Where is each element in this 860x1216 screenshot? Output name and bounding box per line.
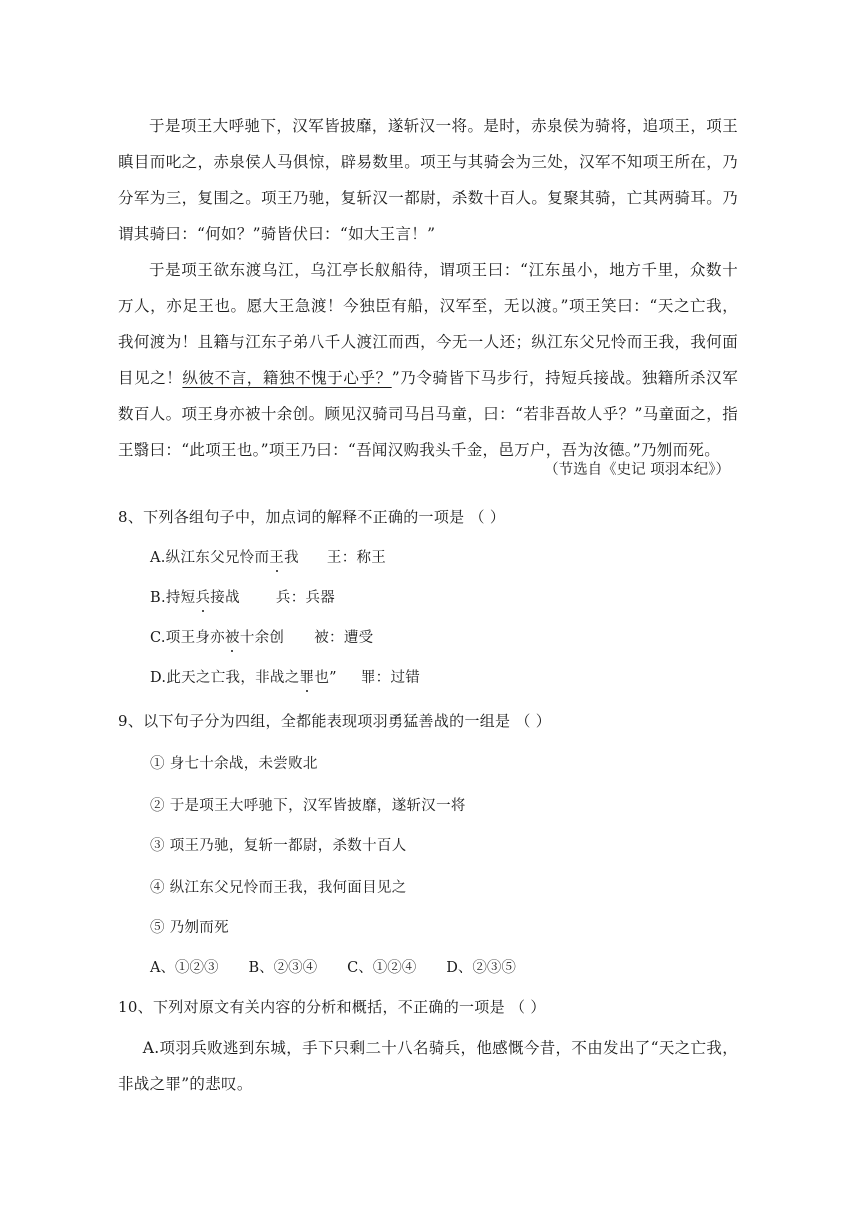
gloss: 王：称王	[326, 550, 387, 566]
passage-paragraph-1: 于是项王大呼驰下，汉军皆披靡，遂斩汉一将。是时，赤泉侯为骑将，追项王，项王瞋目而叱之，赤泉侯人马俱惊，辟易数里。项王与其骑会为三处，汉军不知项王所在，乃分军为三，复围之。项王乃驰，复斩汉一都尉，杀数十百人。复聚其骑，亡其两骑耳。乃谓其骑曰：“何如？”骑皆伏曰：“如大王言！”	[118, 117, 738, 243]
choice-d: D、②③⑤	[446, 960, 516, 976]
question-9-item-1: ① 身七十余战，未尝败北	[150, 756, 318, 772]
emphasis-dot-word: 兵	[195, 590, 211, 606]
passage-paragraph-2-part-b: ”乃令骑皆下马步行，持短兵接战。独籍所杀汉军数百人。项王身亦被十余创。顾见汉骑司马吕马童，曰：“若非吾故人乎？”马童面之，指王翳曰：“此项王也。”项王乃曰：“吾闻汉购我头千金，邑万户，吾为汝德。”乃刎而死。	[118, 369, 739, 459]
gloss: 兵：兵器	[275, 590, 336, 606]
choice-a: A、①②③	[150, 960, 219, 976]
question-10-stem: 10、下列对原文有关内容的分析和概括，不正确的一项是 （ ）	[118, 998, 546, 1016]
question-9-item-5: ⑤ 乃刎而死	[150, 920, 229, 936]
emphasis-dot-word: 王	[269, 550, 285, 566]
question-9-stem: 9、以下句子分为四组，全都能表现项羽勇猛善战的一组是 （ ）	[118, 712, 552, 730]
source-citation: （节选自《史记 项羽本纪》）	[544, 462, 730, 478]
choice-c: C、①②④	[347, 960, 417, 976]
question-10-option-a: A.项羽兵败逃到东城，手下只剩二十八名骑兵，他感慨今昔，不由发出了“天之亡我，非战之罪”的悲叹。	[118, 1039, 738, 1093]
question-8-option-d: D.此天之亡我，非战之罪也” 罪：过错	[150, 666, 420, 687]
question-9-choices	[150, 956, 546, 977]
question-8-option-b: B.持短兵接战 兵：兵器	[150, 586, 335, 607]
gloss: 被：遭受	[314, 630, 374, 646]
passage-paragraph-2-part-a: 于是项王欲东渡乌江，乌江亭长舣船待，谓项王曰：“江东虽小，地方千里，众数十万人，亦足王也。愿大王急渡！今独臣有船，汉军至，无以渡。”项王笑曰：“天之亡我，我何渡为！且籍与江东子弟八千人渡江而西，今无一人还；纵江东父兄怜而王我，我何面目见之！	[118, 261, 738, 387]
passage-paragraph-2	[118, 252, 738, 468]
question-9-item-4: ④ 纵江东父兄怜而王我，我何面目见之	[150, 880, 407, 896]
emphasis-dot-word: 被	[225, 630, 240, 646]
choice-b: B、②③④	[248, 960, 318, 976]
emphasis-dot-word: 罪	[299, 670, 315, 686]
question-8-option-c: C.项王身亦被十余创 被：遭受	[150, 626, 373, 647]
question-9-item-3: ③ 项王乃驰，复斩一都尉，杀数十百人	[150, 838, 407, 854]
underlined-sentence: 纵彼不言，籍独不愧于心乎？	[182, 369, 392, 387]
question-8-stem: 8、下列各组句子中，加点词的解释不正确的一项是 （ ）	[118, 508, 506, 526]
question-9-item-2: ② 于是项王大呼驰下，汉军皆披靡，遂斩汉一将	[150, 798, 466, 814]
question-8-option-a: A.纵江东父兄怜而王我 王：称王	[150, 546, 386, 567]
gloss: 罪：过错	[360, 670, 421, 686]
